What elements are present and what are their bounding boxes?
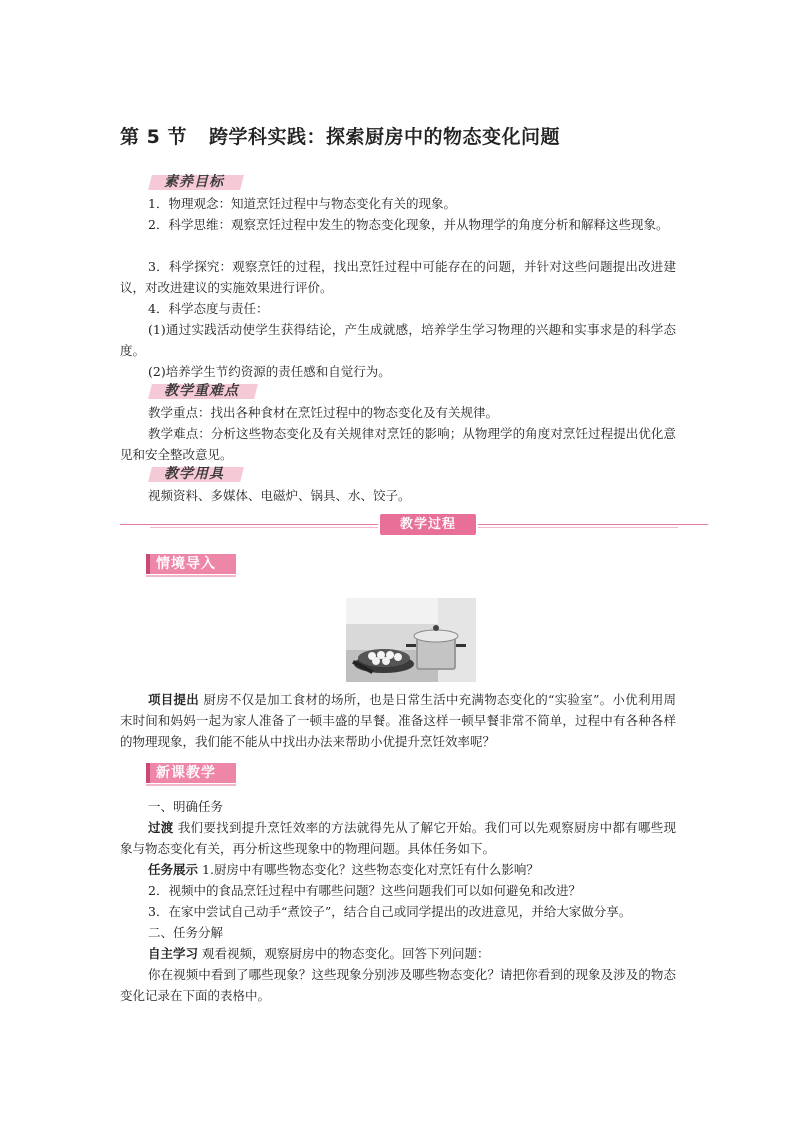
goal-4a: (1)通过实践活动使学生获得结论，产生成就感，培养学生学习物理的兴趣和实事求是的科学态度。 bbox=[120, 322, 676, 358]
lesson-tab: 新课教学 bbox=[146, 763, 216, 785]
section-number: 第 5 节 bbox=[120, 126, 187, 148]
teaching-difficulty: 教学难点：分析这些物态变化及有关规律对烹饪的影响；从物理学的角度对烹饪过程提出优化意见和安全整改意见。 bbox=[120, 426, 676, 462]
intro-tab: 情境导入 bbox=[146, 554, 216, 576]
process-label: 教学过程 bbox=[380, 514, 476, 535]
intro-lead: 项目提出 bbox=[148, 692, 200, 707]
kitchen-stove-photo bbox=[346, 598, 476, 682]
goal-3: 3．科学探究：观察烹饪的过程，找出烹饪过程中可能存在的问题，并针对这些问题提出改进建议，对改进建议的实施效果进行评价。 bbox=[120, 259, 676, 295]
tools-heading: 教学用具 bbox=[150, 464, 224, 485]
intro-paragraph: 项目提出 厨房不仅是加工食材的场所，也是日常生活中充满物态变化的“实验室”。小优利用周末时间和妈妈一起为家人准备了一顿丰盛的早餐。准备这样一顿早餐非常不简单，过程中有各种各样的物理现象，我们能不能从中找出办法来帮助小优提升烹饪效率呢？ bbox=[120, 692, 676, 749]
task-display: 任务展示 1.厨房中有哪些物态变化？这些物态变化对烹饪有什么影响？ bbox=[148, 862, 539, 877]
heading-task-breakdown: 二、任务分解 bbox=[148, 925, 224, 940]
teaching-tools: 视频资料、多媒体、电磁炉、锅具、水、饺子。 bbox=[148, 488, 411, 503]
transition-paragraph: 过渡 我们要找到提升烹饪效率的方法就得先从了解它开始。我们可以先观察厨房中都有哪些现象与物态变化有关，再分析这些现象中的物理问题。具体任务如下。 bbox=[120, 820, 676, 856]
section-title: 跨学科实践：探索厨房中的物态变化问题 bbox=[208, 126, 560, 148]
keypoints-heading: 教学重难点 bbox=[150, 381, 239, 402]
video-question: 你在视频中看到了哪些现象？这些现象分别涉及哪些物态变化？请把你看到的现象及涉及的物态变化记录在下面的表格中。 bbox=[120, 967, 676, 1003]
self-study: 自主学习 观看视频，观察厨房中的物态变化。回答下列问题： bbox=[148, 946, 490, 961]
goal-2: 2．科学思维：观察烹饪过程中发生的物态变化现象，并从物理学的角度分析和解释这些现象。 bbox=[148, 217, 669, 232]
teaching-focus: 教学重点：找出各种食材在烹饪过程中的物态变化及有关规律。 bbox=[148, 405, 499, 420]
page-title bbox=[120, 122, 560, 149]
task-3: 3．在家中尝试自己动手“煮饺子”，结合自己或同学提出的改进意见，并给大家做分享。 bbox=[148, 904, 632, 919]
goals-heading: 素养目标 bbox=[150, 172, 224, 193]
goal-4b: (2)培养学生节约资源的责任感和自觉行为。 bbox=[148, 364, 391, 379]
goal-1: 1．物理观念：知道烹饪过程中与物态变化有关的现象。 bbox=[148, 196, 456, 211]
task-2: 2．视频中的食品烹饪过程中有哪些问题？这些问题我们可以如何避免和改进？ bbox=[148, 883, 581, 898]
process-divider bbox=[120, 514, 708, 536]
heading-clarify-task: 一、明确任务 bbox=[148, 799, 224, 814]
goal-4: 4．科学态度与责任： bbox=[148, 301, 269, 316]
pan-and-pot-illustration bbox=[346, 598, 476, 682]
